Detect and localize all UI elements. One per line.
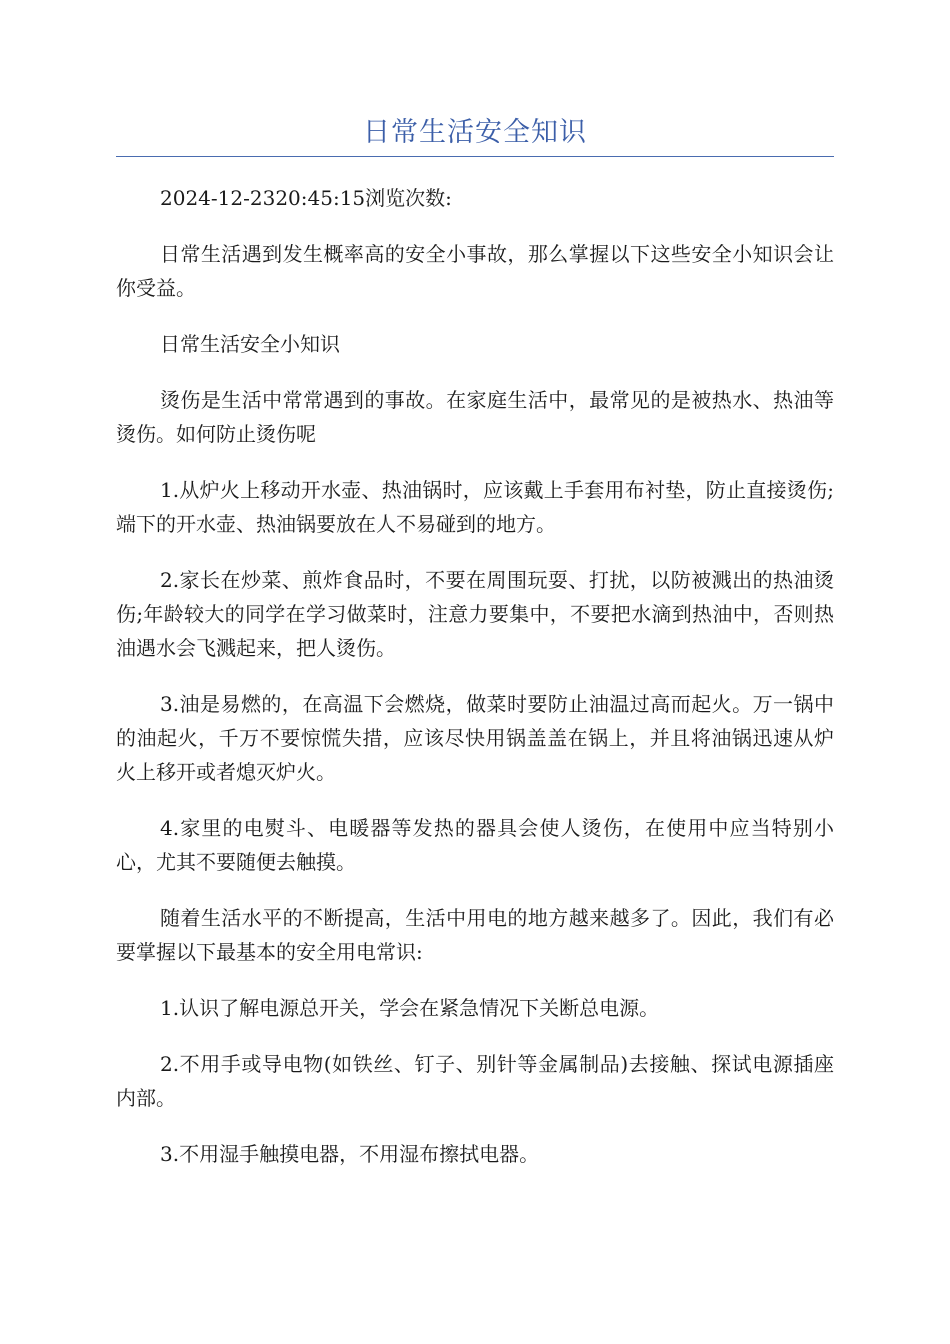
section-heading: 日常生活安全小知识 (160, 332, 340, 356)
list-item: 3.油是易燃的，在高温下会燃烧，做菜时要防止油温过高而起火。万一锅中的油起火，千万不要惊慌失措，应该尽快用锅盖盖在锅上，并且将油锅迅速从炉火上移开或者熄灭炉火。 (116, 692, 834, 784)
document-page (116, 0, 834, 1193)
paragraph-intro: 日常生活遇到发生概率高的安全小事故，那么掌握以下这些安全小知识会让你受益。 (116, 242, 834, 300)
paragraph-electricity: 随着生活水平的不断提高，生活中用电的地方越来越多了。因此，我们有必要掌握以下最基本的安全用电常识: (116, 906, 834, 964)
list-item: 1.认识了解电源总开关，学会在紧急情况下关断总电源。 (160, 996, 660, 1020)
publish-meta: 2024-12-2320:45:15浏览次数: (160, 186, 452, 210)
title-underline (116, 156, 834, 157)
document-title: 日常生活安全知识 (363, 117, 587, 148)
document-body (116, 181, 834, 1171)
list-item: 4.家里的电熨斗、电暖器等发热的器具会使人烫伤，在使用中应当特别小心，尤其不要随便去触摸。 (116, 816, 834, 874)
list-item: 2.家长在炒菜、煎炸食品时，不要在周围玩耍、打扰，以防被溅出的热油烫伤;年龄较大的同学在学习做菜时，注意力要集中，不要把水滴到热油中，否则热油遇水会飞溅起来，把人烫伤。 (116, 568, 834, 660)
list-item: 1.从炉火上移动开水壶、热油锅时，应该戴上手套用布衬垫，防止直接烫伤;端下的开水壶、热油锅要放在人不易碰到的地方。 (116, 478, 834, 536)
list-item: 2.不用手或导电物(如铁丝、钉子、别针等金属制品)去接触、探试电源插座内部。 (116, 1052, 834, 1110)
paragraph-burns: 烫伤是生活中常常遇到的事故。在家庭生活中，最常见的是被热水、热油等烫伤。如何防止烫伤呢 (116, 388, 834, 446)
list-item: 3.不用湿手触摸电器，不用湿布擦拭电器。 (160, 1142, 540, 1166)
